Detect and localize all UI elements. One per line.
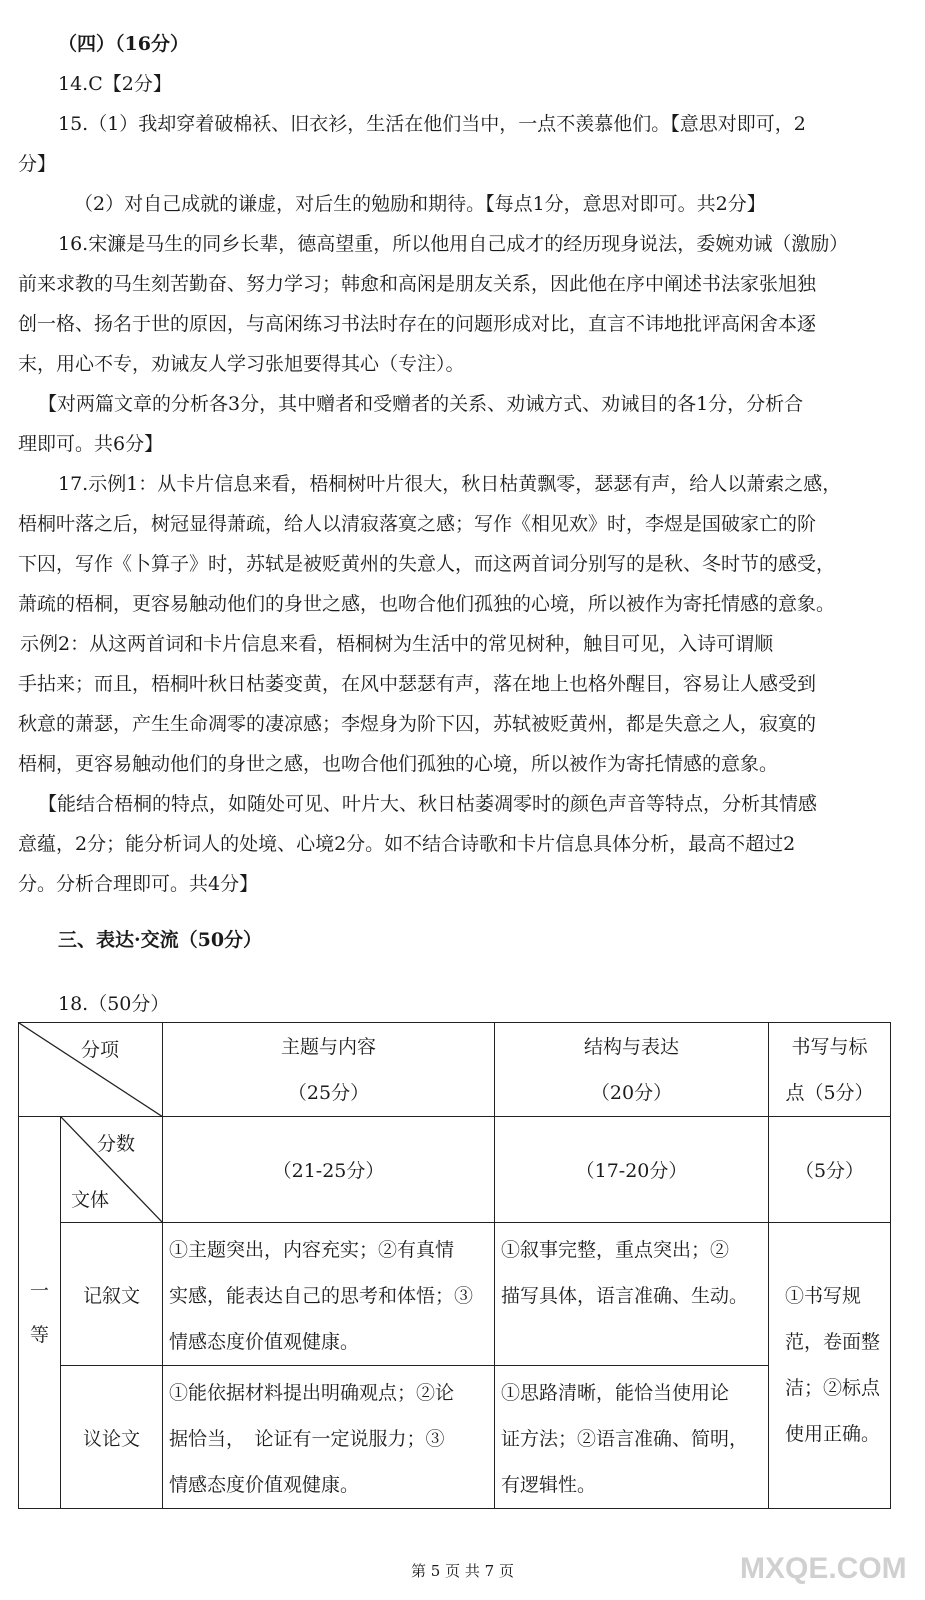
header-score: 点（5分） — [785, 1081, 874, 1104]
answer-16-line: 创一格、扬名于世的原因，与高闲练习书法时存在的问题形成对比，直言不讳地批评高闲舍本逐 — [18, 313, 817, 335]
criteria-line: ①主题突出，内容充实；②有真情 — [169, 1239, 455, 1261]
header-title: 书写与标 — [791, 1035, 868, 1058]
criteria-line: 证方法；②语言准确、简明， — [501, 1428, 749, 1450]
header-structure-expression — [495, 1023, 769, 1117]
answer-17-line: 分。分析合理即可。共4分】 — [18, 873, 259, 895]
grade-label: 一等 — [29, 1279, 49, 1346]
answer-16-line: 【对两篇文章的分析各3分，其中赠者和受赠者的关系、劝诫方式、劝诫目的各1分，分析合 — [38, 393, 804, 415]
criteria-line: 据恰当， 论证有一定说服力；③ — [169, 1428, 445, 1450]
subheader-corner-cell — [61, 1117, 163, 1223]
answer-16-line: 末，用心不专，劝诫友人学习张旭要得其心（专注）。 — [18, 353, 465, 375]
answer-17-line: 手拈来；而且，梧桐叶秋日枯萎变黄，在风中瑟瑟有声，落在地上也格外醒目，容易让人感受到 — [18, 673, 817, 695]
criteria-line: 描写具体，语言准确、生动。 — [501, 1285, 749, 1307]
answer-17-line: 【能结合梧桐的特点，如随处可见、叶片大、秋日枯萎凋零时的颜色声音等特点，分析其情感 — [38, 793, 818, 815]
header-score: （20分） — [590, 1081, 673, 1104]
criteria-line: 有逻辑性。 — [501, 1474, 597, 1496]
criteria-line: 使用正确。 — [785, 1423, 881, 1445]
header-corner-cell — [19, 1023, 163, 1117]
argumentative-structure-criteria — [495, 1366, 769, 1509]
row-argumentative-label: 议论文 — [61, 1366, 163, 1509]
header-title: 结构与表达 — [583, 1035, 679, 1058]
answer-16-line: 理即可。共6分】 — [18, 433, 164, 455]
row-narrative-label: 记叙文 — [61, 1223, 163, 1366]
criteria-line: ①思路清晰，能恰当使用论 — [501, 1382, 730, 1404]
subheader-fenshu: 分数 — [97, 1133, 136, 1155]
answer-17-line: 萧疏的梧桐，更容易触动他们的身世之感，也吻合他们孤独的心境，所以被作为寄托情感的意象。 — [18, 593, 836, 615]
header-fenxiang: 分项 — [81, 1039, 120, 1061]
answer-17-line: 秋意的萧瑟，产生生命凋零的凄凉感；李煜身为阶下囚，苏轼被贬黄州，都是失意之人，寂寞的 — [18, 713, 817, 735]
answer-15-line: 分】 — [18, 153, 57, 175]
answer-15-line: （2）对自己成就的谦虚，对后生的勉励和期待。【每点1分，意思对即可。共2分】 — [74, 193, 766, 215]
writing-criteria — [769, 1223, 891, 1509]
answer-17-line: 示例2：从这两首词和卡片信息来看，梧桐树为生活中的常见树种，触目可见，入诗可谓顺 — [20, 633, 774, 655]
answer-17-line: 17.示例1：从卡片信息来看，梧桐树叶片很大，秋日枯黄飘零，瑟瑟有声，给人以萧索之感， — [58, 473, 842, 495]
criteria-line: ①能依据材料提出明确观点；②论 — [169, 1382, 455, 1404]
answer-16-line: 前来求教的马生刻苦勤奋、努力学习；韩愈和高闲是朋友关系，因此他在序中阐述书法家张旭独 — [18, 273, 817, 295]
header-title: 主题与内容 — [280, 1035, 376, 1058]
section-4 — [18, 24, 890, 904]
subheader-wenti: 文体 — [71, 1189, 110, 1211]
score-range-1: （21-25分） — [163, 1117, 495, 1223]
scoring-table — [18, 1022, 891, 1509]
section-4-title: （四）（16分） — [58, 33, 189, 55]
argumentative-content-criteria — [163, 1366, 495, 1509]
criteria-line: 洁；②标点 — [785, 1377, 881, 1399]
narrative-structure-criteria — [495, 1223, 769, 1366]
criteria-line: 范，卷面整 — [785, 1331, 881, 1353]
answer-14: 14.C【2分】 — [58, 73, 172, 95]
answer-15-line: 15.（1）我却穿着破棉袄、旧衣衫，生活在他们当中，一点不羡慕他们。【意思对即可，2 — [58, 113, 806, 135]
header-writing-punctuation — [769, 1023, 891, 1117]
answer-17-line: 意蕴，2分；能分析词人的处境、心境2分。如不结合诗歌和卡片信息具体分析，最高不超过2 — [18, 833, 796, 855]
watermark-text: MXQE.COM — [740, 1552, 907, 1585]
answer-17-line: 下囚，写作《卜算子》时，苏轼是被贬黄州的失意人，而这两首词分别写的是秋、冬时节的感受， — [18, 553, 836, 575]
criteria-line: 情感态度价值观健康。 — [169, 1331, 360, 1353]
page-footer: 第 5 页 共 7 页 — [411, 1562, 514, 1580]
score-range-3: （5分） — [769, 1117, 891, 1223]
header-score: （25分） — [287, 1081, 370, 1104]
criteria-line: ①叙事完整，重点突出；② — [501, 1239, 730, 1261]
criteria-line: 情感态度价值观健康。 — [169, 1474, 360, 1496]
header-theme-content — [163, 1023, 495, 1117]
answer-17-line: 梧桐，更容易触动他们的身世之感，也吻合他们孤独的心境，所以被作为寄托情感的意象。 — [18, 753, 779, 775]
section-3-title: 三、表达·交流（50分） — [58, 929, 263, 951]
answer-16-line: 16.宋濂是马生的同乡长辈，德高望重，所以他用自己成才的经历现身说法，委婉劝诫（激励） — [58, 233, 849, 255]
answer-17-line: 梧桐叶落之后，树冠显得萧疏，给人以清寂落寞之感；写作《相见欢》时，李煜是国破家亡的阶 — [18, 513, 817, 535]
criteria-line: 实感，能表达自己的思考和体悟；③ — [169, 1285, 474, 1307]
criteria-line: ①书写规 — [785, 1285, 862, 1307]
question-18: 18.（50分） — [58, 993, 170, 1015]
narrative-content-criteria — [163, 1223, 495, 1366]
grade-cell — [19, 1117, 61, 1509]
score-range-2: （17-20分） — [495, 1117, 769, 1223]
